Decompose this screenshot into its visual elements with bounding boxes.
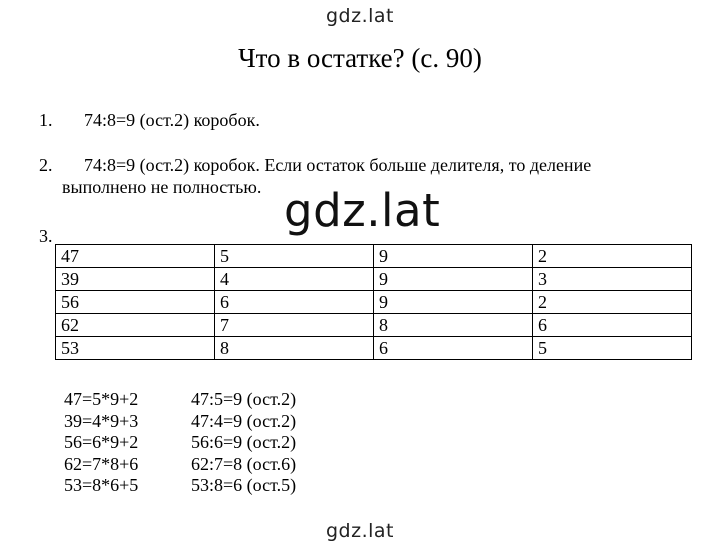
equation-line: 62:7=8 (ост.6) [191,453,297,474]
table-cell: 4 [215,268,374,291]
table-cell: 47 [56,245,215,268]
equation-line: 47:4=9 (ост.2) [191,410,297,431]
table-cell: 8 [215,337,374,360]
table-cell: 8 [374,314,533,337]
item-1-text: 74:8=9 (ост.2) коробок. [84,110,260,130]
equations-left-column [64,389,138,497]
table-cell: 5 [215,245,374,268]
table-row [56,314,692,337]
table-cell: 5 [533,337,692,360]
table-cell: 2 [533,245,692,268]
item-2-text: 74:8=9 (ост.2) коробок. Если остаток больше делителя, то деление [84,155,592,175]
equation-line: 47:5=9 (ост.2) [191,389,297,409]
watermark-bottom: gdz.lat [325,520,394,542]
page-title: Что в остатке? (с. 90) [238,43,482,73]
table-cell: 62 [56,314,215,337]
table-row [56,291,692,314]
table-cell: 53 [56,337,215,360]
data-table [55,244,692,360]
equation-line: 53:8=6 (ост.5) [191,475,297,496]
table-cell: 9 [374,268,533,291]
equation-line: 62=7*8+6 [64,453,139,474]
table-cell: 6 [215,291,374,314]
table-cell: 7 [215,314,374,337]
table-row [56,268,692,291]
table-cell: 6 [533,314,692,337]
table-row [56,245,692,268]
watermark-top: gdz.lat [325,5,394,27]
watermark-middle: gdz.lat [284,184,441,237]
item-3-number: 3. [39,226,53,246]
table-cell: 9 [374,245,533,268]
table-cell: 9 [374,291,533,314]
table-row [56,337,692,360]
equation-line: 56:6=9 (ост.2) [191,432,297,453]
equation-line: 56=6*9+2 [64,432,139,453]
table-cell: 6 [374,337,533,360]
item-2-continuation: выполнено не полностью. [62,177,262,197]
equation-line: 47=5*9+2 [64,389,139,409]
table-cell: 39 [56,268,215,291]
equation-line: 53=8*6+5 [64,475,139,496]
item-2-number: 2. [39,155,53,175]
item-1-number: 1. [39,110,53,130]
table-cell: 56 [56,291,215,314]
equation-line: 39=4*9+3 [64,410,139,431]
equations-right-column [191,389,296,497]
table-cell: 3 [533,268,692,291]
table-cell: 2 [533,291,692,314]
